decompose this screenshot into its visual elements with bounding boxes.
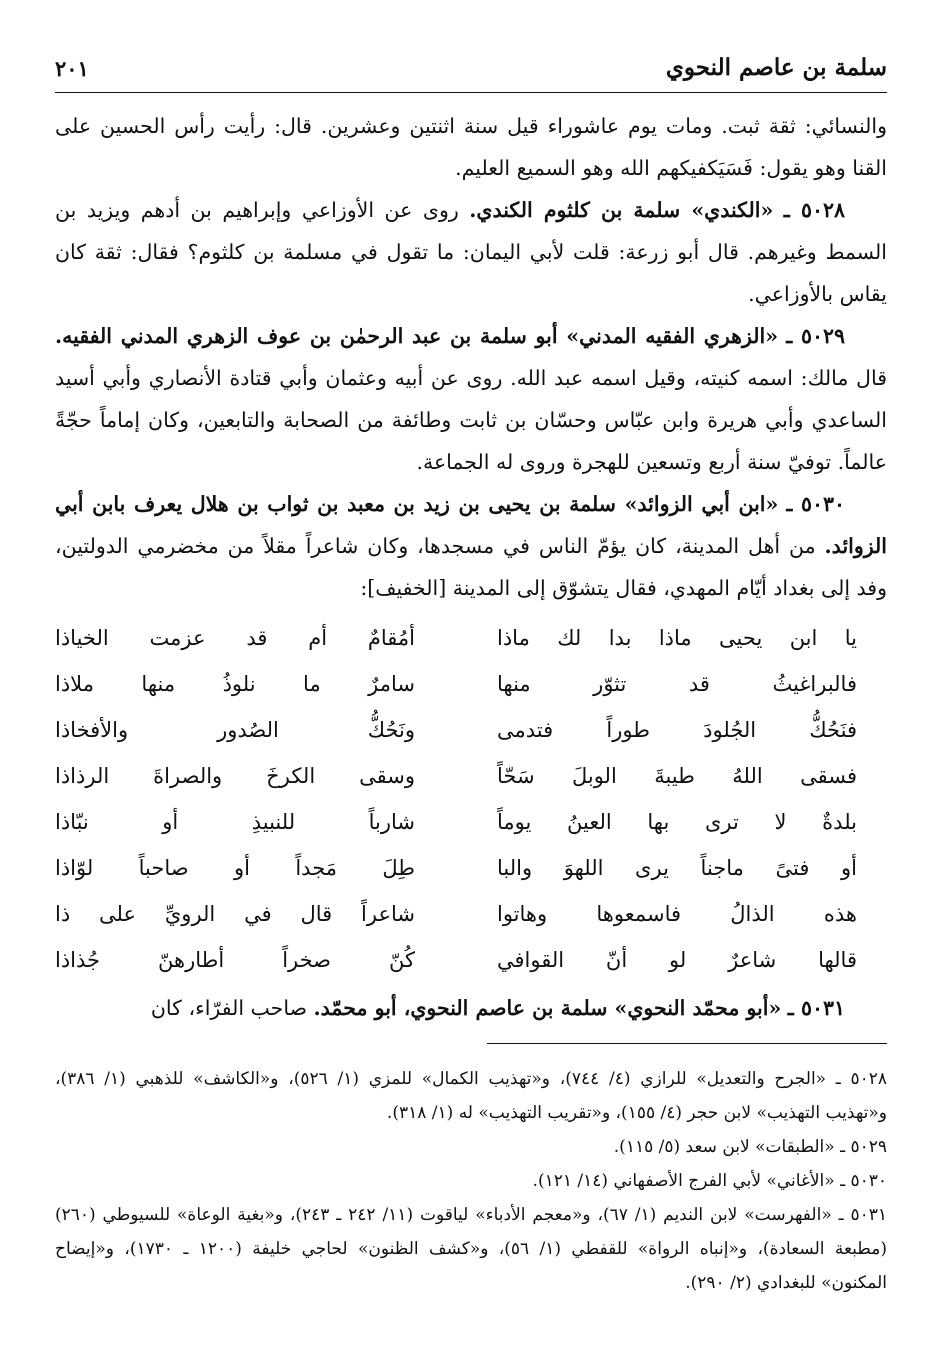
- entry-number: ٥٠٢٨ ـ: [783, 198, 845, 222]
- entry-heading: «ابن أبي الزوائد» سلمة بن يحيى بن زيد بن معبد بن ثواب بن هلال يعرف بابن أبي الزوائد.: [55, 492, 887, 558]
- entry-number: ٥٠٢٩ ـ: [786, 324, 845, 348]
- footnote-divider: [487, 1043, 887, 1044]
- verse-first-hemistich: أو فتىً ماجناً يرى اللهوَ والبا: [497, 856, 857, 880]
- footnotes: [55, 1062, 887, 1300]
- entry-number: ٥٠٣٠ ـ: [786, 492, 845, 516]
- verse-first-hemistich: يا ابن يحيى ماذا بدا لك ماذا: [497, 626, 857, 650]
- poem: [55, 615, 887, 983]
- verse-line: [55, 937, 887, 983]
- verse-first-hemistich: هذه الذالُ فاسمعوها وهاتوا: [497, 902, 857, 926]
- book-page: [55, 40, 887, 1340]
- entry-5029: [55, 315, 887, 483]
- verse-first-hemistich: فسقى اللهُ طيبةَ الوبلَ سَحّاً: [497, 764, 857, 788]
- entry-number: ٥٠٣١ ـ: [787, 996, 845, 1020]
- footnote-text: «الفهرست» لابن النديم (١/ ٦٧)، و«معجم الأدباء» لياقوت (١١/ ٢٤٢ ـ ٢٤٣)، و«بغية الوعاة» للسيوطي (٢٦٠) (مطبعة السعادة)، و«إنباه الرواة» للقفطي (١/ ٥٦)، و«كشف الظنون» لحاجي خليفة (١٢٠٠ ـ ١٧٣٠)، و«إيضاح المكنون» للبغدادي (٢/ ٢٩٠).: [55, 1205, 887, 1293]
- verse-second-hemistich: ونَحُكُّ الصُدور والأفخاذا: [55, 718, 415, 742]
- verse-line: [55, 661, 887, 707]
- entry-heading: «الزهري الفقيه المدني» أبو سلمة بن عبد الرحمٰن بن عوف الزهري المدني الفقيه.: [55, 324, 779, 348]
- header-title: سلمة بن عاصم النحوي: [665, 54, 887, 81]
- verse-second-hemistich: كُنّ صخراً أطارهنّ جُذاذا: [55, 948, 415, 972]
- verse-line: [55, 707, 887, 753]
- verse-line: [55, 845, 887, 891]
- footnote-text: «الطبقات» لابن سعد (٥/ ١١٥).: [613, 1137, 835, 1157]
- verse-second-hemistich: شارباً للنبيذِ أو نبّاذا: [55, 810, 415, 834]
- verse-line: [55, 891, 887, 937]
- entry-text: صاحب الفرّاء، كان: [150, 996, 314, 1020]
- footnote: [55, 1164, 887, 1198]
- footnote-text: «الجرح والتعديل» للرازي (٤/ ٧٤٤)، و«تهذيب الكمال» للمزي (١/ ٥٢٦)، و«الكاشف» للذهبي (١/ ٣٨٦)، و«تهذيب التهذيب» لابن حجر (٤/ ١٥٥)، و«تقريب التهذيب» له (١/ ٣١٨).: [55, 1069, 887, 1123]
- verse-second-hemistich: وسقى الكرخَ والصراةَ الرذاذا: [55, 764, 415, 788]
- verse-first-hemistich: بلدةٌ لا ترى بها العينُ يوماً: [497, 810, 857, 834]
- running-header: [55, 40, 887, 93]
- verse-line: [55, 753, 887, 799]
- entry-heading: «أبو محمّد النحوي» سلمة بن عاصم النحوي، أبو محمّد.: [313, 996, 782, 1020]
- entry-5030: [55, 483, 887, 609]
- verse-line: [55, 615, 887, 661]
- verse-line: [55, 799, 887, 845]
- footnote-number: ٥٠٣١ ـ: [838, 1205, 887, 1225]
- verse-first-hemistich: فالبراغيثُ قد تثوّر منها: [497, 672, 857, 696]
- verse-second-hemistich: سامرٌ ما نلوذُ منها ملاذا: [55, 672, 415, 696]
- entry-5028: [55, 189, 887, 315]
- footnote-number: ٥٠٣٠ ـ: [840, 1171, 887, 1191]
- verse-second-hemistich: طِلَ مَجداً أو صاحباً لوّاذا: [55, 856, 415, 880]
- page-number: ٢٠١: [55, 56, 89, 81]
- entry-5031: [55, 987, 887, 1029]
- intro-paragraph: والنسائي: ثقة ثبت. ومات يوم عاشوراء قيل سنة اثنتين وعشرين. قال: رأيت رأس الحسين على القنا وهو يقول: فَسَيَكفيكهم الله وهو السميع العليم.: [55, 114, 887, 180]
- verse-second-hemistich: شاعراً قال في الرويِّ على ذا: [55, 902, 415, 926]
- footnote-number: ٥٠٢٩ ـ: [840, 1137, 887, 1157]
- entry-text: من أهل المدينة، كان يؤمّ الناس في مسجدها، وكان شاعراً مقلاً من مخضرمي الدولتين، وفد إلى بغداد أيّام المهدي، فقال يتشوّق إلى المدينة [الخفيف]:: [55, 534, 887, 600]
- footnote-text: «الأغاني» لأبي الفرج الأصفهاني (١٤/ ١٢١).: [532, 1171, 835, 1191]
- entry-heading: «الكندي» سلمة بن كلثوم الكندي.: [469, 198, 774, 222]
- verse-first-hemistich: فنَحُكُّ الجُلودَ طوراً فتدمى: [497, 718, 857, 742]
- verse-first-hemistich: قالها شاعرٌ لو أنّ القوافي: [497, 948, 857, 972]
- verse-second-hemistich: أمُقامٌ أم قد عزمت الخياذا: [55, 626, 415, 650]
- entry-text: روى عن الأوزاعي وإبراهيم بن أدهم ويزيد بن السمط وغيرهم. قال أبو زرعة: قلت لأبي اليمان: ما تقول في مسلمة بن كلثوم؟ فقال: ثقة كان يقاس بالأوزاعي.: [55, 198, 887, 306]
- footnote: [55, 1198, 887, 1300]
- footnote: [55, 1130, 887, 1164]
- main-text: [55, 105, 887, 1029]
- footnote: [55, 1062, 887, 1130]
- entry-text: قال مالك: اسمه كنيته، وقيل اسمه عبد الله. روى عن أبيه وعثمان وأبي قتادة الأنصاري وأبي أسيد الساعدي وأبي هريرة وابن عبّاس وحسّان بن ثابت وطائفة من الصحابة والتابعين، وكان إماماً حجّةً عالماً. توفيّ سنة أربع وتسعين للهجرة وروى له الجماعة.: [55, 366, 887, 474]
- footnote-number: ٥٠٢٨ ـ: [835, 1069, 888, 1089]
